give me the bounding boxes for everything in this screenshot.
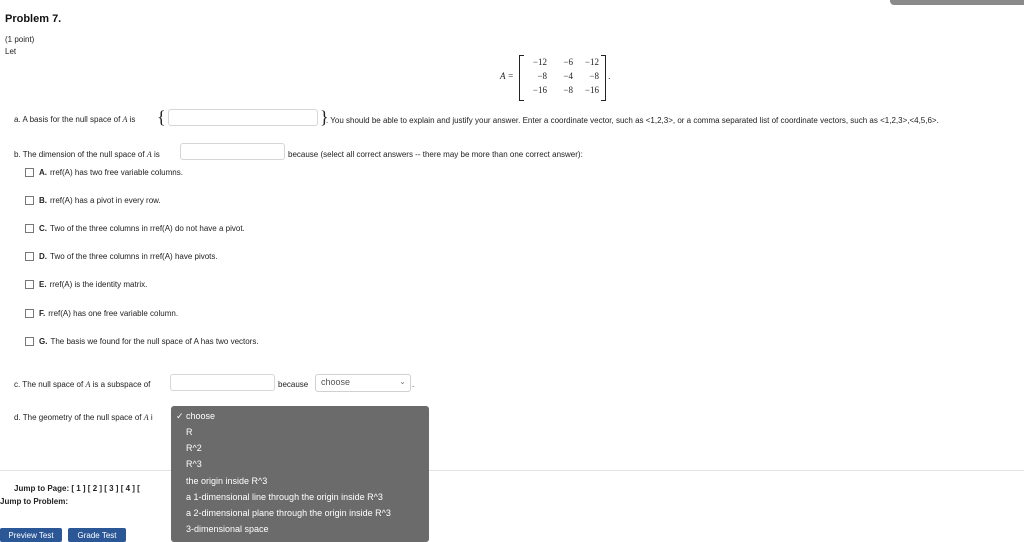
geometry-dropdown-menu[interactable] — [171, 406, 429, 542]
option-letter: C. — [39, 224, 47, 233]
problem-title: Problem 7. — [5, 13, 62, 25]
option-letter: B. — [39, 196, 47, 205]
close-brace: } — [320, 107, 329, 127]
matrix-entries — [525, 57, 603, 99]
null-space-basis-input[interactable] — [168, 109, 318, 126]
matrix-cell: −8 — [563, 85, 573, 95]
dropdown-option[interactable]: 3-dimensional space — [186, 524, 269, 534]
part-a-text: a. A basis for the null space of — [14, 115, 121, 124]
dropdown-option[interactable]: R^3 — [186, 459, 202, 469]
option-text: The basis we found for the null space of A has two vectors. — [50, 337, 259, 346]
matrix-cell: −12 — [532, 57, 547, 67]
matrix-right-bracket — [601, 55, 606, 101]
option-text: rref(A) has one free variable column. — [48, 309, 179, 318]
dimension-input[interactable] — [180, 143, 285, 160]
checkbox[interactable] — [25, 168, 34, 177]
part-b-text: b. The dimension of the null space of — [14, 150, 145, 159]
section-divider — [0, 470, 1024, 471]
option-d[interactable] — [25, 252, 218, 261]
is-text: is — [129, 115, 136, 124]
option-text: Two of the three columns in rref(A) have pivots. — [50, 252, 218, 261]
var-A: A — [146, 150, 152, 159]
checkbox[interactable] — [25, 309, 34, 318]
option-letter: F. — [39, 309, 46, 318]
reason-select[interactable] — [315, 374, 411, 392]
preview-test-button[interactable]: Preview Test — [0, 528, 62, 542]
is-text: is — [153, 150, 160, 159]
option-letter: G. — [39, 337, 48, 346]
matrix-A — [500, 55, 620, 100]
option-text: rref(A) has two free variable columns. — [50, 168, 183, 177]
part-c-because: because — [278, 380, 309, 389]
dropdown-option-choose[interactable]: ✓ choose — [176, 411, 216, 421]
part-d-text: d. The geometry of the null space of — [14, 413, 142, 422]
matrix-cell: −16 — [584, 85, 599, 95]
matrix-cell: −16 — [532, 85, 547, 95]
option-text: Two of the three columns in rref(A) do not have a pivot. — [50, 224, 245, 233]
option-letter: A. — [39, 168, 47, 177]
option-letter: E. — [39, 280, 47, 289]
var-A: A — [85, 380, 91, 389]
page-links[interactable]: [ 1 ] [ 2 ] [ 3 ] [ 4 ] [ — [71, 484, 140, 493]
option-a[interactable] — [25, 168, 183, 177]
option-letter: D. — [39, 252, 47, 261]
jump-to-page — [14, 484, 140, 493]
option-b[interactable] — [25, 196, 161, 205]
chevron-down-icon: ⌄ — [399, 377, 406, 386]
problem-points: (1 point) — [5, 35, 35, 44]
option-g[interactable] — [25, 337, 259, 346]
checkbox[interactable] — [25, 196, 34, 205]
dropdown-option[interactable]: R^2 — [186, 443, 202, 453]
option-f[interactable] — [25, 309, 178, 318]
part-c-period: . — [412, 380, 415, 389]
dropdown-option[interactable]: the origin inside R^3 — [186, 476, 268, 486]
subspace-input[interactable] — [170, 374, 275, 391]
matrix-cell: −8 — [589, 71, 599, 81]
matrix-cell: −8 — [537, 71, 547, 81]
var-A: A — [122, 115, 128, 124]
let-label: Let — [5, 47, 17, 56]
part-b-because: because (select all correct answers -- there may be more than one correct answer): — [288, 150, 583, 159]
is-text: i — [150, 413, 153, 422]
open-brace: { — [157, 107, 166, 127]
part-a-prefix — [14, 115, 135, 124]
checkbox[interactable] — [25, 252, 34, 261]
matrix-cell: −4 — [563, 71, 573, 81]
jump-to-problem-label: Jump to Problem: — [0, 497, 69, 506]
part-c-middle: is a subspace of — [92, 380, 151, 389]
checkbox[interactable] — [25, 224, 34, 233]
dropdown-option[interactable]: a 1-dimensional line through the origin inside R^3 — [186, 492, 383, 502]
dropdown-option[interactable]: R — [186, 427, 193, 437]
part-d-prefix — [14, 413, 153, 422]
part-c-prefix — [14, 380, 150, 389]
option-e[interactable] — [25, 280, 147, 289]
var-A: A — [143, 413, 149, 422]
matrix-cell: −12 — [584, 57, 599, 67]
matrix-left-bracket — [519, 55, 524, 101]
part-c-text: c. The null space of — [14, 380, 84, 389]
matrix-period: . — [608, 71, 611, 81]
option-text: rref(A) has a pivot in every row. — [50, 196, 161, 205]
top-edge-bar — [890, 0, 1024, 5]
part-a-instructions: . You should be able to explain and justify your answer. Enter a coordinate vector, such as <1,2,3>, or a comma separated list of coordinate vectors, such as <1,2,3>,<4,5,6>. — [326, 116, 939, 125]
dropdown-option[interactable]: a 2-dimensional plane through the origin inside R^3 — [186, 508, 391, 518]
part-b-prefix — [14, 150, 160, 159]
matrix-cell: −6 — [563, 57, 573, 67]
checkbox[interactable] — [25, 337, 34, 346]
jump-page-label: Jump to Page: — [14, 484, 70, 493]
select-value: choose — [321, 377, 351, 387]
option-text: rref(A) is the identity matrix. — [49, 280, 148, 289]
checkbox[interactable] — [25, 280, 34, 289]
matrix-label: A = — [500, 71, 514, 81]
option-c[interactable] — [25, 224, 245, 233]
grade-test-button[interactable]: Grade Test — [68, 528, 126, 542]
